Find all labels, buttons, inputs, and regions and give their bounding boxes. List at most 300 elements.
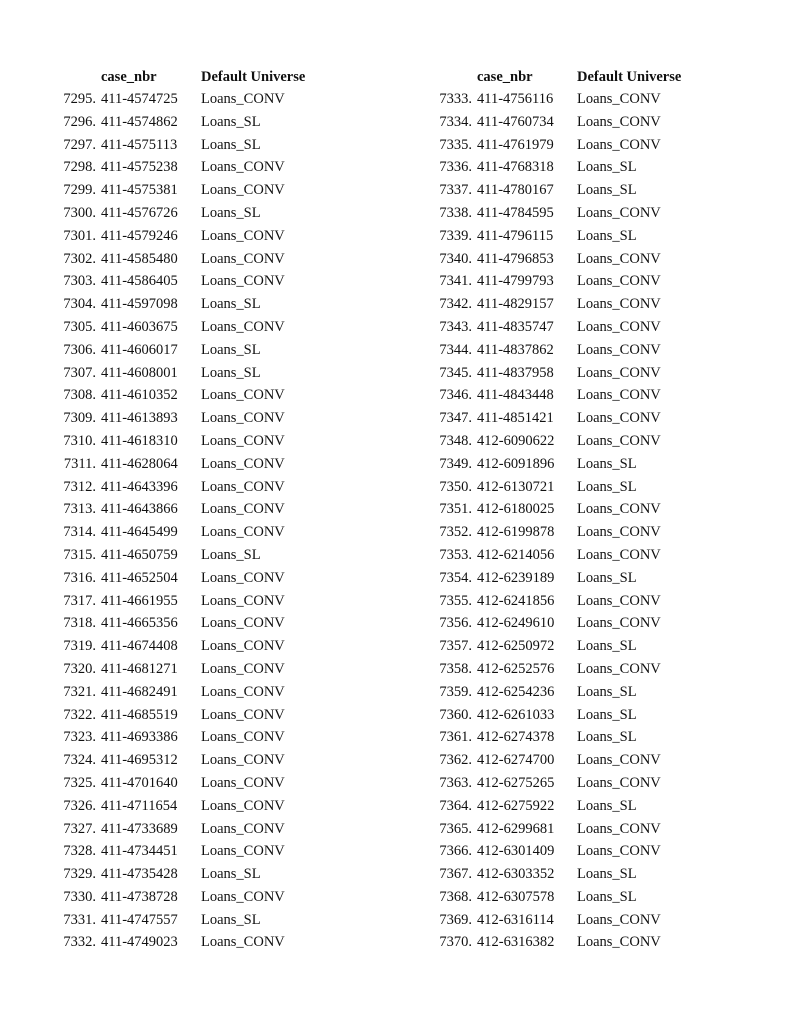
default-universe-cell: Loans_CONV: [201, 888, 285, 905]
row-number: 7324.: [63, 752, 96, 769]
case-nbr-cell: 411-4747557: [101, 911, 178, 928]
default-universe-cell: Loans_CONV: [201, 410, 285, 427]
row-number: 7325.: [63, 774, 96, 791]
table-row: [376, 339, 799, 362]
default-universe-cell: Loans_SL: [201, 204, 261, 221]
row-number: 7347.: [439, 410, 472, 427]
row-number: 7311.: [63, 455, 96, 472]
case-nbr-cell: 411-4733689: [101, 820, 178, 837]
table-row: [376, 225, 799, 248]
case-nbr-cell: 412-6180025: [477, 501, 555, 518]
case-nbr-cell: 411-4610352: [101, 387, 178, 404]
default-universe-cell: Loans_CONV: [201, 615, 285, 632]
row-number: 7310.: [63, 432, 96, 449]
case-nbr-cell: 412-6239189: [477, 569, 555, 586]
case-nbr-cell: 412-6301409: [477, 843, 555, 860]
case-nbr-cell: 412-6316114: [477, 911, 554, 928]
right-table: [376, 66, 799, 954]
row-number: 7299.: [63, 182, 96, 199]
case-nbr-cell: 411-4711654: [101, 797, 178, 814]
default-universe-cell: Loans_CONV: [201, 227, 285, 244]
default-universe-cell: Loans_CONV: [577, 273, 661, 290]
row-number: 7359.: [439, 683, 472, 700]
case-nbr-cell: 412-6249610: [477, 615, 555, 632]
case-nbr-cell: 411-4652504: [101, 569, 178, 586]
row-number: 7330.: [63, 888, 96, 905]
default-universe-cell: Loans_CONV: [201, 752, 285, 769]
default-universe-cell: Loans_CONV: [201, 159, 285, 176]
case-nbr-cell: 411-4761979: [477, 136, 554, 153]
default-universe-cell: Loans_SL: [201, 364, 261, 381]
row-number: 7370.: [439, 934, 472, 951]
row-number: 7296.: [63, 113, 96, 130]
default-universe-cell: Loans_SL: [201, 341, 261, 358]
case-nbr-cell: 411-4796853: [477, 250, 554, 267]
row-number: 7313.: [63, 501, 96, 518]
row-number: 7337.: [439, 182, 472, 199]
table-row: [376, 362, 799, 385]
default-universe-cell: Loans_SL: [577, 888, 637, 905]
table-row: [376, 134, 799, 157]
row-number: 7338.: [439, 204, 472, 221]
row-number: 7339.: [439, 227, 472, 244]
default-universe-cell: Loans_CONV: [577, 410, 661, 427]
case-nbr-cell: 411-4780167: [477, 182, 554, 199]
row-number: 7341.: [439, 273, 472, 290]
table-row: [0, 772, 400, 795]
table-row: [0, 544, 400, 567]
case-nbr-cell: 411-4749023: [101, 934, 178, 951]
case-nbr-cell: 411-4643866: [101, 501, 178, 518]
default-universe-cell: Loans_CONV: [201, 91, 285, 107]
case-nbr-cell: 412-6303352: [477, 866, 555, 883]
case-nbr-cell: 411-4734451: [101, 843, 178, 860]
default-universe-cell: Loans_CONV: [577, 546, 661, 563]
case-nbr-cell: 411-4603675: [101, 318, 178, 335]
row-number: 7298.: [63, 159, 96, 176]
default-universe-cell: Loans_SL: [201, 136, 261, 153]
table-row: [0, 704, 400, 727]
case-nbr-cell: 411-4693386: [101, 729, 178, 746]
default-universe-cell: Loans_CONV: [201, 501, 285, 518]
case-nbr-cell: 412-6090622: [477, 432, 555, 449]
default-universe-cell: Loans_SL: [577, 706, 637, 723]
table-row: [0, 931, 400, 954]
case-nbr-cell: 412-6274700: [477, 752, 555, 769]
table-row: [376, 635, 799, 658]
default-universe-cell: Loans_SL: [577, 638, 637, 655]
default-universe-cell: Loans_SL: [577, 683, 637, 700]
table-row: [376, 179, 799, 202]
table-row: [376, 156, 799, 179]
row-number: 7327.: [63, 820, 96, 837]
row-number: 7335.: [439, 136, 472, 153]
row-number: 7362.: [439, 752, 472, 769]
row-number: 7367.: [439, 866, 472, 883]
case-nbr-cell: 411-4674408: [101, 638, 178, 655]
row-number: 7314.: [63, 524, 96, 541]
case-nbr-cell: 411-4784595: [477, 204, 554, 221]
default-universe-cell: Loans_CONV: [201, 820, 285, 837]
row-number: 7321.: [63, 683, 96, 700]
default-universe-cell: Loans_CONV: [577, 752, 661, 769]
case-nbr-cell: 411-4661955: [101, 592, 178, 609]
row-number: 7350.: [439, 478, 472, 495]
table-row: [376, 430, 799, 453]
default-universe-cell: Loans_CONV: [577, 820, 661, 837]
table-row: [0, 407, 400, 430]
default-universe-cell: Loans_CONV: [201, 524, 285, 541]
case-nbr-cell: 411-4735428: [101, 866, 178, 883]
row-number: 7322.: [63, 706, 96, 723]
default-universe-cell: Loans_SL: [577, 569, 637, 586]
default-universe-cell: Loans_CONV: [201, 592, 285, 609]
table-row: [0, 612, 400, 635]
table-row: [0, 202, 400, 225]
default-universe-cell: Loans_SL: [201, 296, 261, 313]
default-universe-cell: Loans_SL: [201, 911, 261, 928]
row-number: 7351.: [439, 501, 472, 518]
table-row: [376, 521, 799, 544]
case-nbr-cell: 411-4837862: [477, 341, 554, 358]
table-row: [0, 384, 400, 407]
table-row: [376, 704, 799, 727]
case-nbr-cell: 412-6261033: [477, 706, 555, 723]
table-row: [376, 202, 799, 225]
table-row: [376, 612, 799, 635]
default-universe-cell: Loans_SL: [577, 478, 637, 495]
table-row: [376, 111, 799, 134]
row-number: 7331.: [63, 911, 96, 928]
row-number: 7365.: [439, 820, 472, 837]
case-nbr-cell: 411-4645499: [101, 524, 178, 541]
case-nbr-cell: 411-4695312: [101, 752, 178, 769]
case-nbr-cell: 411-4837958: [477, 364, 554, 381]
default-universe-header: Default Universe: [201, 69, 306, 85]
default-universe-cell: Loans_SL: [577, 866, 637, 883]
table-row: [0, 749, 400, 772]
case-nbr-header: case_nbr: [477, 69, 533, 85]
table-row: [376, 590, 799, 613]
table-row: [0, 909, 400, 932]
default-universe-cell: Loans_CONV: [201, 660, 285, 677]
row-number: 7364.: [439, 797, 472, 814]
case-nbr-cell: 411-4738728: [101, 888, 178, 905]
row-number: 7329.: [63, 866, 96, 883]
default-universe-cell: Loans_SL: [577, 227, 637, 244]
row-number: 7307.: [63, 364, 96, 381]
table-row: [0, 179, 400, 202]
row-number: 7304.: [63, 296, 96, 313]
table-row: [0, 134, 400, 157]
row-number: 7300.: [63, 204, 96, 221]
default-universe-cell: Loans_CONV: [577, 364, 661, 381]
table-row: [376, 818, 799, 841]
row-number: 7303.: [63, 273, 96, 290]
table-row: [0, 270, 400, 293]
table-row: [0, 430, 400, 453]
default-universe-cell: Loans_SL: [577, 182, 637, 199]
table-row: [376, 88, 799, 111]
row-number: 7352.: [439, 524, 472, 541]
default-universe-cell: Loans_CONV: [577, 934, 661, 951]
table-row: [0, 863, 400, 886]
table-row: [376, 863, 799, 886]
right-header-row: [376, 66, 799, 88]
row-number: 7357.: [439, 638, 472, 655]
row-number: 7358.: [439, 660, 472, 677]
row-number: 7297.: [63, 136, 96, 153]
row-number: 7295.: [63, 91, 96, 107]
case-nbr-cell: 411-4574862: [101, 113, 178, 130]
row-number: 7332.: [63, 934, 96, 951]
default-universe-header: Default Universe: [577, 69, 682, 85]
row-number: 7316.: [63, 569, 96, 586]
case-nbr-cell: 411-4665356: [101, 615, 178, 632]
default-universe-cell: Loans_CONV: [577, 524, 661, 541]
table-row: [376, 681, 799, 704]
case-nbr-cell: 411-4799793: [477, 273, 554, 290]
table-row: [0, 453, 400, 476]
table-row: [0, 635, 400, 658]
table-row: [0, 339, 400, 362]
case-nbr-cell: 412-6241856: [477, 592, 555, 609]
table-row: [376, 270, 799, 293]
table-row: [376, 476, 799, 499]
default-universe-cell: Loans_CONV: [201, 638, 285, 655]
default-universe-cell: Loans_CONV: [577, 91, 661, 107]
case-nbr-cell: 412-6214056: [477, 546, 555, 563]
table-row: [376, 931, 799, 954]
table-row: [0, 840, 400, 863]
table-row: [376, 726, 799, 749]
table-row: [376, 749, 799, 772]
table-row: [0, 658, 400, 681]
case-nbr-cell: 411-4574725: [101, 91, 178, 107]
default-universe-cell: Loans_CONV: [577, 501, 661, 518]
default-universe-cell: Loans_CONV: [577, 432, 661, 449]
table-row: [376, 840, 799, 863]
default-universe-cell: Loans_CONV: [201, 273, 285, 290]
default-universe-cell: Loans_CONV: [577, 113, 661, 130]
row-number: 7360.: [439, 706, 472, 723]
default-universe-cell: Loans_CONV: [577, 204, 661, 221]
case-nbr-cell: 411-4575381: [101, 182, 178, 199]
row-number: 7356.: [439, 615, 472, 632]
case-nbr-cell: 411-4682491: [101, 683, 178, 700]
case-nbr-cell: 411-4576726: [101, 204, 178, 221]
row-number: 7363.: [439, 774, 472, 791]
default-universe-cell: Loans_CONV: [577, 911, 661, 928]
left-table: [0, 66, 400, 954]
default-universe-cell: Loans_CONV: [577, 250, 661, 267]
case-nbr-cell: 412-6254236: [477, 683, 555, 700]
default-universe-cell: Loans_SL: [201, 866, 261, 883]
table-row: [0, 498, 400, 521]
row-number: 7317.: [63, 592, 96, 609]
row-number: 7328.: [63, 843, 96, 860]
row-number: 7349.: [439, 455, 472, 472]
case-nbr-cell: 411-4585480: [101, 250, 178, 267]
row-number: 7326.: [63, 797, 96, 814]
default-universe-cell: Loans_SL: [201, 113, 261, 130]
table-row: [0, 316, 400, 339]
row-number: 7336.: [439, 159, 472, 176]
table-row: [376, 886, 799, 909]
table-row: [0, 726, 400, 749]
case-nbr-cell: 411-4681271: [101, 660, 178, 677]
table-row: [0, 681, 400, 704]
row-number: 7344.: [439, 341, 472, 358]
default-universe-cell: Loans_CONV: [577, 296, 661, 313]
case-nbr-cell: 412-6275922: [477, 797, 555, 814]
case-nbr-cell: 411-4796115: [477, 227, 554, 244]
case-nbr-cell: 411-4597098: [101, 296, 178, 313]
table-row: [376, 567, 799, 590]
case-nbr-cell: 412-6250972: [477, 638, 555, 655]
case-nbr-cell: 412-6199878: [477, 524, 555, 541]
default-universe-cell: Loans_SL: [577, 729, 637, 746]
table-row: [376, 498, 799, 521]
row-number: 7361.: [439, 729, 472, 746]
default-universe-cell: Loans_SL: [577, 797, 637, 814]
default-universe-cell: Loans_CONV: [201, 387, 285, 404]
case-nbr-cell: 411-4606017: [101, 341, 178, 358]
row-number: 7353.: [439, 546, 472, 563]
row-number: 7369.: [439, 911, 472, 928]
table-row: [0, 248, 400, 271]
case-nbr-cell: 411-4768318: [477, 159, 554, 176]
case-nbr-cell: 411-4575238: [101, 159, 178, 176]
case-nbr-cell: 411-4613893: [101, 410, 178, 427]
table-row: [376, 453, 799, 476]
default-universe-cell: Loans_CONV: [577, 660, 661, 677]
row-number: 7318.: [63, 615, 96, 632]
row-number: 7306.: [63, 341, 96, 358]
row-number: 7366.: [439, 843, 472, 860]
row-number: 7320.: [63, 660, 96, 677]
table-row: [0, 88, 400, 111]
row-number: 7346.: [439, 387, 472, 404]
case-nbr-header: case_nbr: [101, 69, 157, 85]
case-nbr-cell: 412-6316382: [477, 934, 555, 951]
default-universe-cell: Loans_CONV: [201, 706, 285, 723]
row-number: 7348.: [439, 432, 472, 449]
default-universe-cell: Loans_SL: [201, 546, 261, 563]
table-row: [0, 521, 400, 544]
row-number: 7342.: [439, 296, 472, 313]
row-number: 7301.: [63, 227, 96, 244]
table-row: [0, 225, 400, 248]
table-row: [376, 772, 799, 795]
default-universe-cell: Loans_CONV: [577, 387, 661, 404]
row-number: 7345.: [439, 364, 472, 381]
case-nbr-cell: 411-4760734: [477, 113, 554, 130]
default-universe-cell: Loans_CONV: [577, 592, 661, 609]
table-row: [376, 248, 799, 271]
left-table-body: [0, 88, 400, 954]
default-universe-cell: Loans_CONV: [201, 774, 285, 791]
default-universe-cell: Loans_CONV: [201, 318, 285, 335]
default-universe-cell: Loans_CONV: [201, 934, 285, 951]
case-nbr-cell: 411-4643396: [101, 478, 178, 495]
case-nbr-cell: 411-4829157: [477, 296, 554, 313]
default-universe-cell: Loans_CONV: [201, 843, 285, 860]
default-universe-cell: Loans_CONV: [201, 250, 285, 267]
row-number: 7354.: [439, 569, 472, 586]
default-universe-cell: Loans_CONV: [201, 432, 285, 449]
table-row: [0, 362, 400, 385]
table-row: [376, 544, 799, 567]
default-universe-cell: Loans_SL: [577, 159, 637, 176]
row-number: 7323.: [63, 729, 96, 746]
row-number: 7315.: [63, 546, 96, 563]
case-nbr-cell: 412-6252576: [477, 660, 555, 677]
default-universe-cell: Loans_CONV: [577, 136, 661, 153]
case-nbr-cell: 411-4851421: [477, 410, 554, 427]
case-nbr-cell: 411-4650759: [101, 546, 178, 563]
table-row: [0, 818, 400, 841]
table-row: [0, 567, 400, 590]
case-nbr-cell: 412-6299681: [477, 820, 555, 837]
row-number: 7368.: [439, 888, 472, 905]
default-universe-cell: Loans_CONV: [577, 341, 661, 358]
case-nbr-cell: 412-6091896: [477, 455, 555, 472]
case-nbr-cell: 412-6307578: [477, 888, 555, 905]
table-row: [0, 886, 400, 909]
default-universe-cell: Loans_CONV: [201, 729, 285, 746]
row-number: 7309.: [63, 410, 96, 427]
case-nbr-cell: 411-4685519: [101, 706, 178, 723]
row-number: 7343.: [439, 318, 472, 335]
case-nbr-cell: 411-4608001: [101, 364, 178, 381]
case-nbr-cell: 412-6130721: [477, 478, 555, 495]
case-nbr-cell: 411-4756116: [477, 91, 554, 107]
row-number: 7302.: [63, 250, 96, 267]
right-table-body: [376, 88, 799, 954]
table-row: [376, 658, 799, 681]
case-nbr-cell: 411-4579246: [101, 227, 178, 244]
case-nbr-cell: 411-4586405: [101, 273, 178, 290]
case-nbr-cell: 411-4843448: [477, 387, 554, 404]
default-universe-cell: Loans_CONV: [201, 797, 285, 814]
row-number: 7334.: [439, 113, 472, 130]
table-row: [376, 909, 799, 932]
row-number: 7355.: [439, 592, 472, 609]
default-universe-cell: Loans_SL: [577, 455, 637, 472]
table-row: [0, 111, 400, 134]
case-nbr-cell: 412-6275265: [477, 774, 555, 791]
table-row: [0, 476, 400, 499]
table-row: [376, 384, 799, 407]
table-row: [0, 795, 400, 818]
default-universe-cell: Loans_CONV: [577, 318, 661, 335]
table-row: [376, 293, 799, 316]
row-number: 7333.: [439, 91, 472, 107]
default-universe-cell: Loans_CONV: [201, 182, 285, 199]
case-nbr-cell: 411-4835747: [477, 318, 554, 335]
case-nbr-cell: 411-4575113: [101, 136, 178, 153]
default-universe-cell: Loans_CONV: [201, 683, 285, 700]
table-row: [0, 590, 400, 613]
left-header-row: [0, 66, 400, 88]
case-nbr-cell: 411-4618310: [101, 432, 178, 449]
default-universe-cell: Loans_CONV: [577, 774, 661, 791]
row-number: 7340.: [439, 250, 472, 267]
default-universe-cell: Loans_CONV: [201, 455, 285, 472]
row-number: 7305.: [63, 318, 96, 335]
row-number: 7308.: [63, 387, 96, 404]
